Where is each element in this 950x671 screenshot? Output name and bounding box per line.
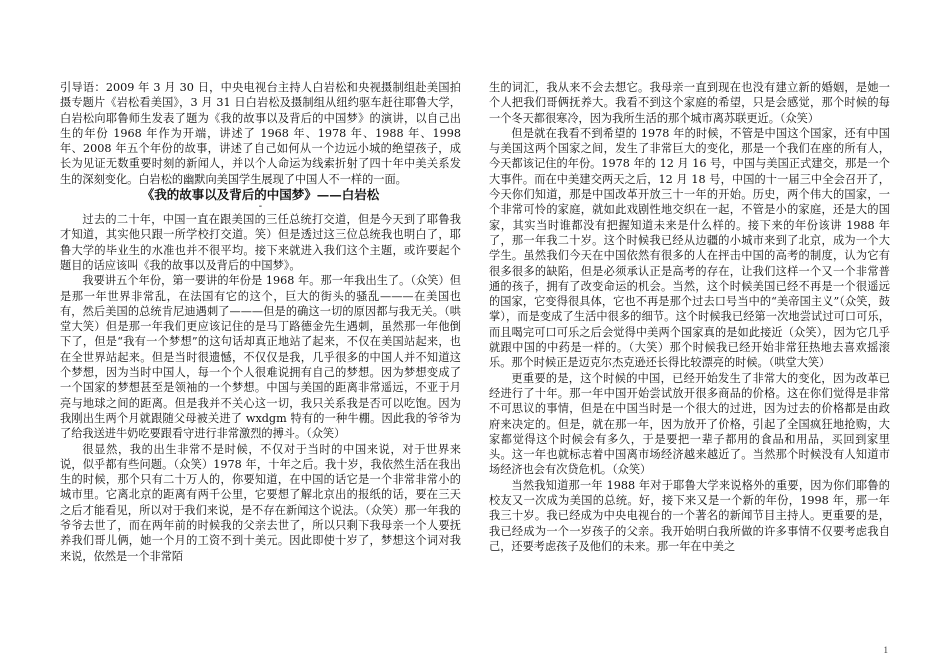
document-page [60, 80, 890, 640]
speech-title: 《我的故事以及背后的中国梦》——白岩松 [141, 187, 380, 203]
page-number: 1 [883, 645, 888, 655]
left-paragraph-3: 很显然，我的出生非常不是时候，不仅对于当时的中国来说，对于世界来说，似乎都有些问题。（众笑）1978 年，十年之后。我十岁，我依然生活在我出生的时候，那个只有二十万人的，你要知道，在中国的话它是一个非常非常小的城市里。它离北京的距离有两千公里，它要想了解北京出的报纸的话，要在三天之后才能看见，所以对于我们来说，是不存在新闻这个说法。（众笑）那一年我的爷爷去世了，而在两年前的时候我的父亲去世了，所以只剩下我母亲一个人要抚养我们哥儿俩，她一个月的工资不到十美元。因此即使十岁了，梦想这个词对我来说，依然是一个非常陌 [60, 442, 461, 563]
left-paragraph-1: 过去的二十年，中国一直在跟美国的三任总统打交道，但是今天到了耶鲁我才知道，其实他只跟一所学校打交道。笑）但是透过这三位总统我也明白了，耶鲁大学的毕业生的水准也并不很平均。接下来就进入我们这个主题，或许要起个题目的话应该叫《我的故事以及背后的中国梦》。 [60, 213, 461, 272]
left-paragraph-2: 我要讲五个年份，第一要讲的年份是 1968 年。那一年我出生了。（众笑）但是那一年世界非常乱，在法国有它的这个，巨大的街头的骚乱———在美国也有，然后美国的总统肯尼迪遇刺了———但是的确这一切的原因都与我无关。（哄堂大笑）但是那一年我们更应该记住的是马丁路德金先生遇刺，虽然那一年他倒下了，但是“我有一个梦想”的这句话却真正地站了起来，不仅在美国站起来，也在全世界站起来。但是当时很遗憾，不仅仅是我，几乎很多的中国人并不知道这个梦想，因为当时中国人，每一个个人很难说拥有自己的梦想。因为梦想变成了一个国家的梦想甚至是领袖的一个梦想。中国与美国的距离非常遥远，不亚于月亮与地球之间的距离。但是我并不关心这一切，我只关系我是否可以吃饱。因为我刚出生两个月就跟随父母被关进了 wxdgm 特有的一种牛棚。因此我的爷爷为了给我送进牛奶吃要跟看守进行非常激烈的搏斗。（众笑） [60, 274, 461, 441]
title-dash: - [258, 201, 263, 213]
right-column [489, 80, 890, 640]
left-column [60, 80, 461, 640]
right-paragraph-3: 更重要的是，这个时候的中国，已经开始发生了非常大的变化，因为改革已经进行了十年。那一年中国开始尝试放开很多商品的价格。这在你们觉得是非常不可思议的事情，但是在中国当时是一个很大的过进，因为过去的价格都是由政府来决定的。但是，就在那一年，因为放开了价格，引起了全国疯狂地抢购，大家都觉得这个时候会有多久，于是要把一辈子都用的食品和用品，买回到家里头。这一年也就标志着中国离市场经济越来越近了。当然那个时候没有人知道市场经济也会有次贷危机。（众笑） [489, 371, 890, 477]
intro-paragraph: 引导语：2009 年 3 月 30 日，中央电视台主持人白岩松和央视摄制组赴美国拍摄专题片《岩松看美国》，3 月 31 日白岩松及摄制组从纽约驱车赶往耶鲁大学，白岩松向耶鲁师生发表了题为《我的故事以及背后的中国梦》的演讲，以自己出生的年份 1968 年作为开端，讲述了 1968 年、1978 年、1988 年、1998 年、2008 年五个年份的故事，讲述了自己如何从一个边远小城的绝望孩子，成长为见证无数重要时刻的新闻人，并以个人命运为线索折射了四十年中美关系发生的深刻变化。白岩松的幽默向美国学生展现了中国人不一样的一面。 [60, 81, 461, 186]
right-paragraph-2: 但是就在我看不到希望的 1978 年的时候，不管是中国这个国家，还有中国与美国这两个国家之间，发生了非常巨大的变化，那是一个我们在座的所有人，今天都该记住的年份。1978 年的 12 月 16 号，中国与美国正式建交，那是一个大事件。而在中美建交两天之后，12 月 18 号，中国的十一届三中全会召开了，今天你们知道，那是中国改革开放三十一年的开始。历史，两个伟大的国家，一个非常可怜的家庭，就如此戏剧性地交织在一起，不管是小的家庭，还是大的国家，其实当时谁都没有把握知道未来是什么样的。接下来的年份该讲 1988 年了，那一年我二十岁。这个时候我已经从边疆的小城市来到了北京，成为一个大学生。虽然我们今天在中国依然有很多的人在抨击中国的高考的制度，认为它有很多很多的缺陷，但是必须承认正是高考的存在，让我们这样一个又一个非常普通的孩子，拥有了改变命运的机会。当然，这个时候美国已经不再是一个很遥远的国家，它变得很具体，它也不再是那个过去口号当中的“美帝国主义”（众笑，鼓掌），而是变成了生活中很多的细节。这个时候我已经第一次地尝试过可口可乐，而且喝完可口可乐之后会觉得中美两个国家真的是如此接近（众笑），因为它几乎就跟中国的中药是一样的。（大笑）那个时候我已经开始非常狂热地去喜欢摇滚乐。那个时候正是迈克尔杰克逊还长得比较漂亮的时候。（哄堂大笑） [489, 126, 890, 370]
right-paragraph-1: 生的词汇，我从来不会去想它。我母亲一直到现在也没有建立新的婚姻，是她一个人把我们哥俩抚养大。我看不到这个家庭的希望，只是会感觉，那个时候的每一个冬天都很寒冷，因为我所生活的那个城市离苏联更近。（众笑） [489, 81, 890, 125]
right-paragraph-4: 当然我知道那一年 1988 年对于耶鲁大学来说格外的重要，因为你们耶鲁的校友又一次成为美国的总统。好，接下来又是一个新的年份，1998 年，那一年我三十岁。我已经成为中央电视台的一个著名的新闻节目主持人。更重要的是，我已经成为一个一岁孩子的父亲。我开始明白我所做的许多事情不仅要考虑我自己，还要考虑孩子及他们的未来。那一年在中美之 [489, 478, 890, 553]
